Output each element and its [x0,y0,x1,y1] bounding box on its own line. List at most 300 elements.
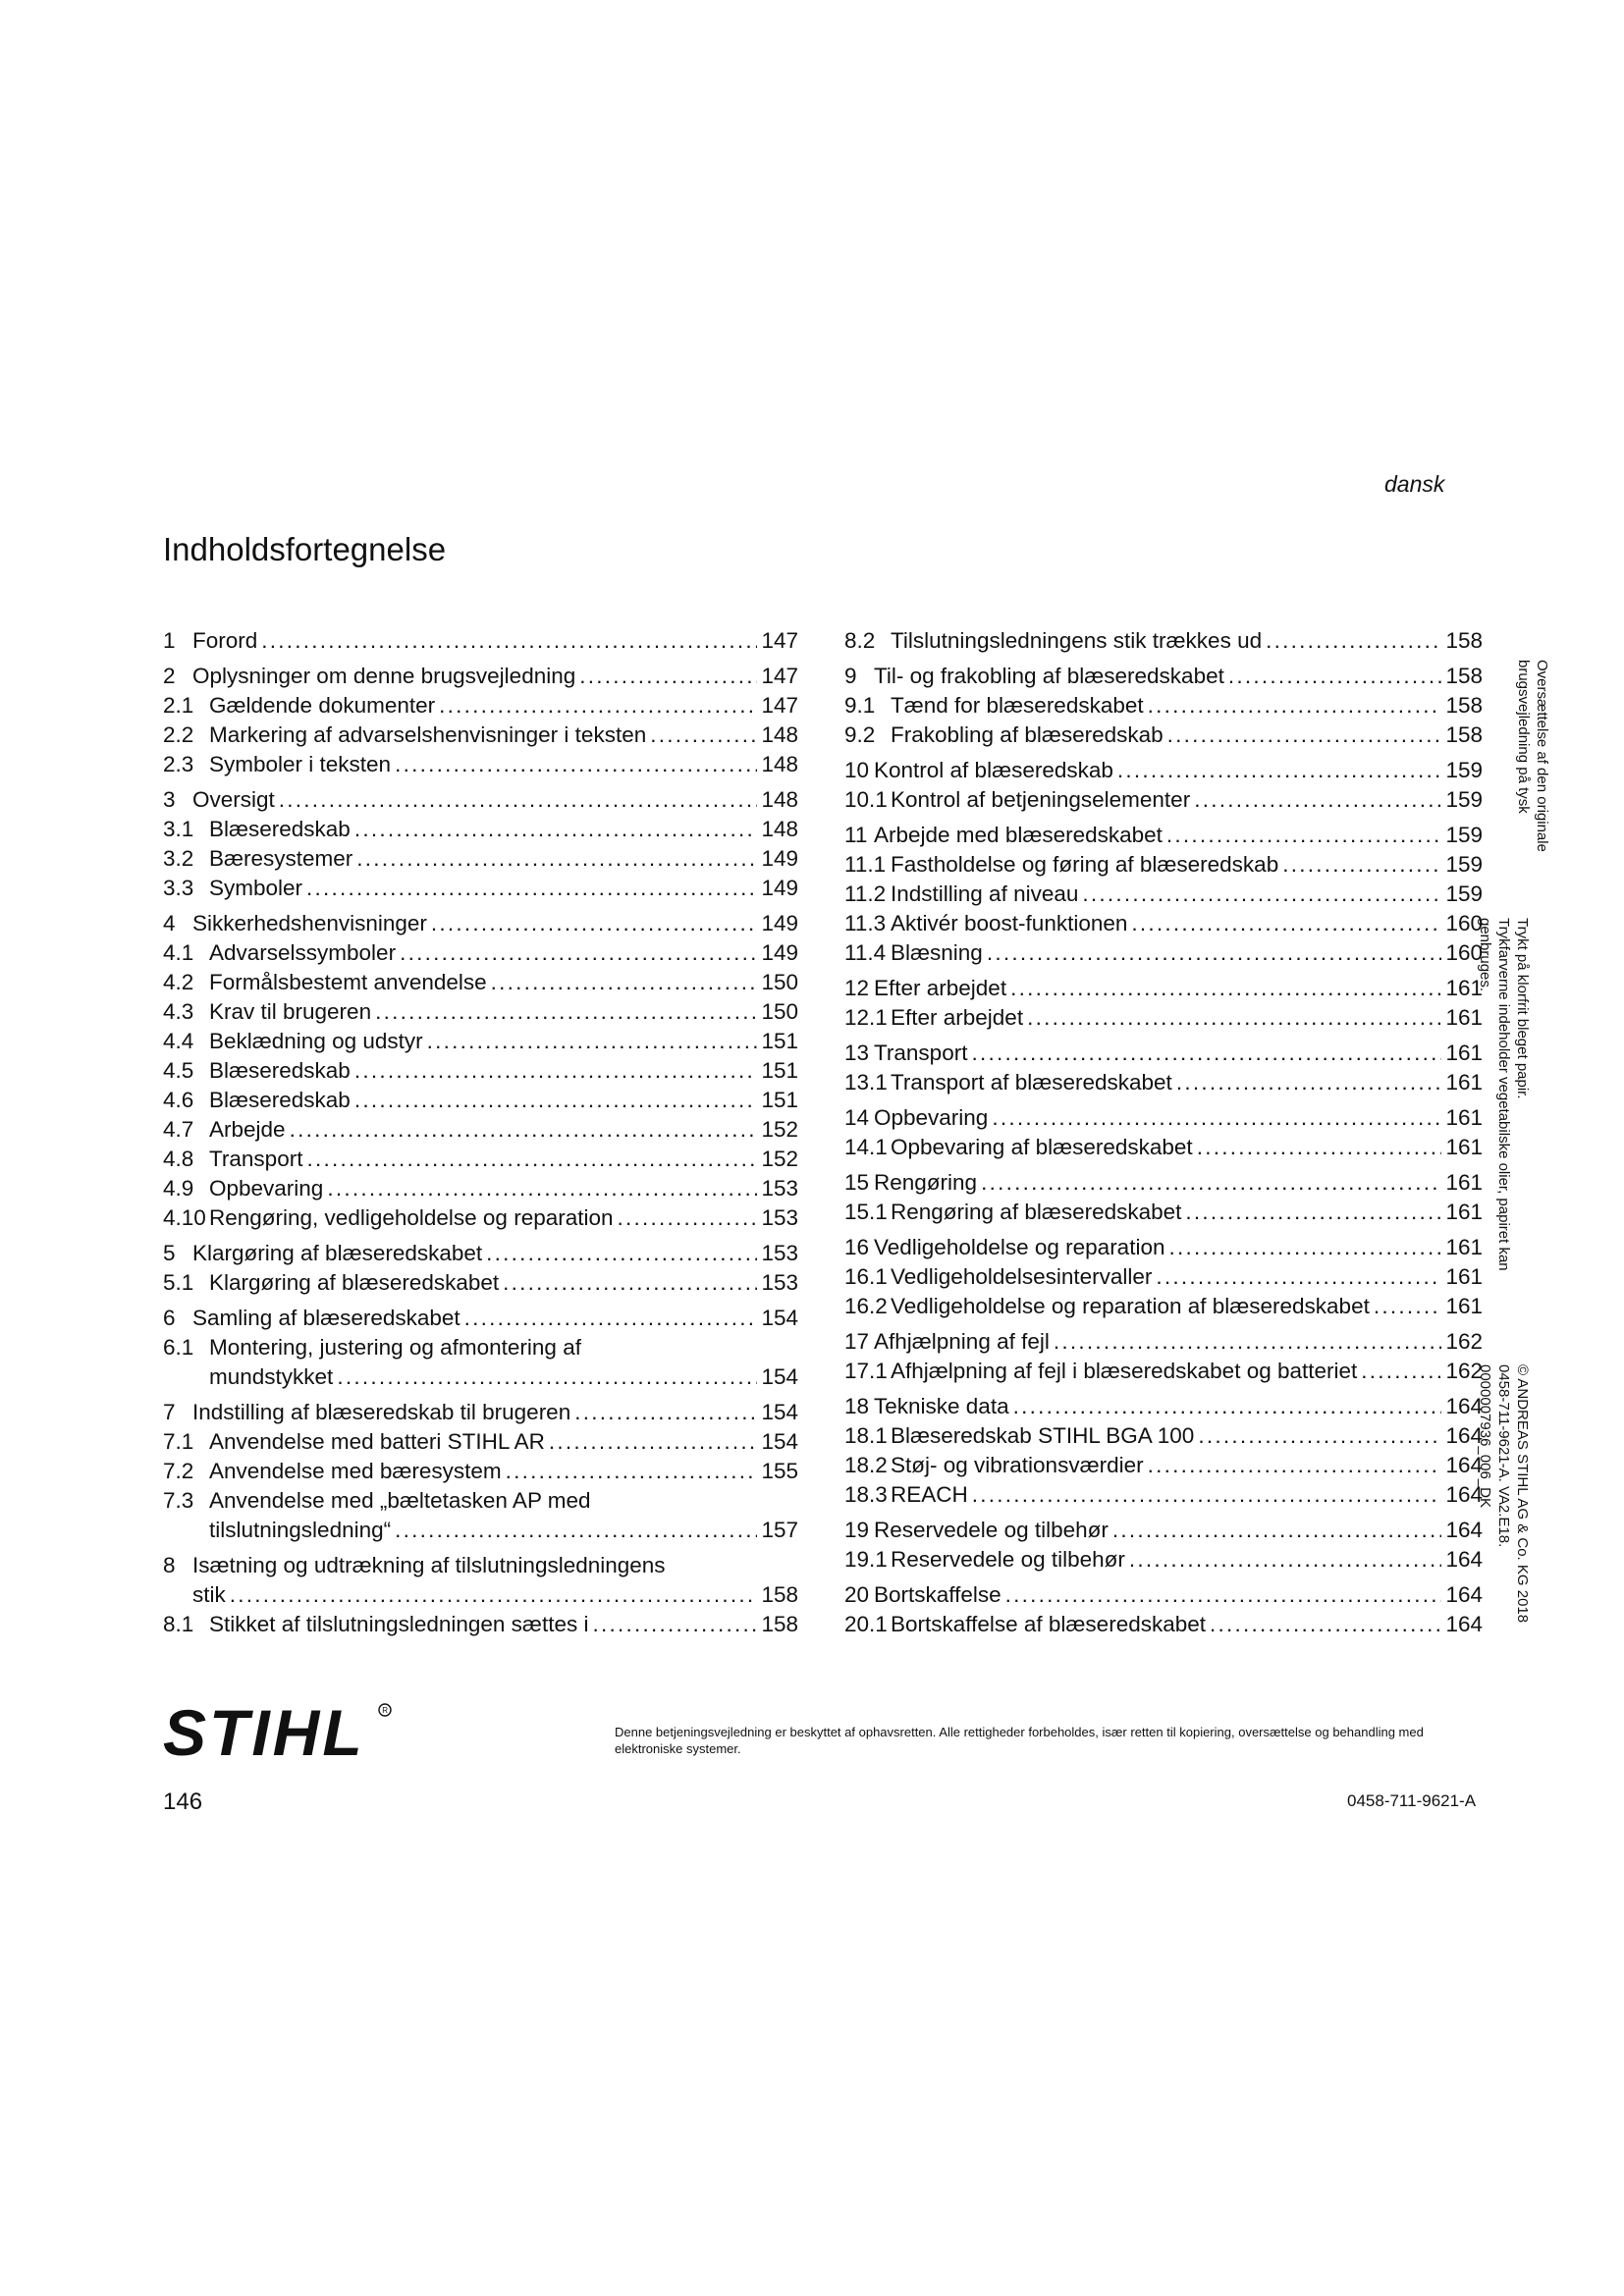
toc-entry-number: 3.3 [163,876,194,900]
toc-entry-number: 4.6 [163,1088,194,1112]
toc-entry-number: 19 [844,1518,870,1542]
toc-entry-title: Transport af blæseredskabet [891,1070,1172,1095]
toc-entry-title: Rengøring af blæseredskabet [891,1200,1182,1224]
toc-dot-leader [230,1580,758,1610]
toc-dot-leader [354,1056,758,1086]
toc-group [163,1551,798,1639]
page-number: 146 [163,1789,203,1815]
toc-section-entry[interactable] [844,1133,1483,1162]
toc-entry-title: Tilslutningsledningens stik trækkes ud [891,628,1263,653]
toc-dot-leader [1166,821,1442,850]
toc-chapter-entry[interactable] [844,1039,1483,1068]
toc-entry-title: Arbejde med blæseredskabet [874,823,1163,847]
toc-section-entry[interactable] [844,626,1483,656]
toc-section-entry[interactable] [163,1203,798,1233]
toc-entry-number: 4 [163,911,176,935]
toc-entry-page: 161 [1445,1005,1483,1030]
toc-dot-leader [261,626,757,656]
toc-chapter-entry[interactable] [163,626,798,656]
toc-dot-leader [981,1168,1441,1198]
toc-dot-leader [1156,1262,1441,1292]
toc-entry-page: 161 [1445,1041,1483,1065]
toc-group [844,1516,1483,1575]
toc-section-entry[interactable] [163,1145,798,1174]
toc-entry-page: 154 [761,1306,798,1330]
toc-section-entry[interactable] [163,750,798,779]
toc-entry-title: Transport [874,1041,968,1065]
toc-group [844,1168,1483,1227]
toc-entry-page: 159 [1445,881,1483,906]
toc-entry-title: Klargøring af blæseredskabet [192,1241,483,1265]
toc-dot-leader [1185,1198,1441,1227]
toc-chapter-entry[interactable] [163,1239,798,1268]
toc-entry-number: 5.1 [163,1270,194,1295]
toc-entry-number: 16.2 [844,1294,888,1318]
toc-entry-page: 149 [761,876,798,900]
toc-entry-number: 18.1 [844,1423,888,1448]
toc-section-entry[interactable] [844,1198,1483,1227]
toc-entry-number: 10.1 [844,787,888,812]
toc-chapter-entry[interactable] [844,974,1483,1003]
toc-column-right [844,626,1483,1645]
toc-group [844,662,1483,750]
language-label: dansk [1384,471,1445,497]
toc-entry-number: 8.1 [163,1612,194,1636]
toc-entry-title: Støj- og vibrationsværdier [891,1453,1144,1477]
toc-section-entry[interactable] [844,1545,1483,1575]
toc-group [844,1327,1483,1386]
copyright-note [1476,1364,1532,1623]
toc-entry-title: Blæseredskab [209,1088,351,1112]
toc-entry-number: 15.1 [844,1200,888,1224]
toc-entry-number: 9.1 [844,693,876,718]
toc-entry-page: 150 [761,999,798,1024]
toc-entry-page: 147 [761,664,798,688]
toc-entry-title: Montering, justering og afmontering af [209,1335,581,1360]
toc-section-entry[interactable] [844,1421,1483,1451]
toc-entry-title: Isætning og udtrækning af tilslutningsledningens [192,1553,666,1577]
toc-entry-page: 160 [1445,911,1483,935]
stihl-logo-text: STIHL [163,1698,365,1767]
toc-entry-number: 3.1 [163,817,194,841]
toc-entry-number: 4.4 [163,1029,194,1053]
toc-section-entry[interactable] [163,1056,798,1086]
toc-entry-number: 4.1 [163,940,194,965]
toc-entry-number: 11.2 [844,881,887,906]
toc-dot-leader [1010,974,1441,1003]
toc-entry-continuation[interactable] [163,1362,798,1392]
toc-entry-title: Tekniske data [874,1394,1009,1418]
toc-entry-page: 161 [1445,1170,1483,1195]
toc-section-entry[interactable] [844,909,1483,938]
toc-group [844,974,1483,1033]
toc-entry-page: 164 [1445,1482,1483,1507]
toc-entry-number: 6.1 [163,1335,194,1360]
toc-entry-page: 161 [1445,1200,1483,1224]
toc-column-left [163,626,798,1645]
toc-entry-page: 161 [1445,1235,1483,1259]
toc-dot-leader [650,721,757,750]
toc-entry-number: 8 [163,1553,176,1577]
toc-entry-title: Anvendelse med „bæltetasken AP med [209,1488,591,1513]
toc-entry-title: Klargøring af blæseredskabet [209,1270,500,1295]
toc-entry-number: 13 [844,1041,870,1065]
toc-entry-page: 158 [1445,664,1483,688]
toc-entry-number: 18.3 [844,1482,888,1507]
toc-entry-number: 18.2 [844,1453,888,1477]
toc-entry-title: Advarselssymboler [209,940,397,965]
toc-entry-number: 5 [163,1241,176,1265]
copyright-note-line: © ANDREAS STIHL AG & Co. KG 2018 [1514,1364,1531,1624]
toc-entry-title: Forord [192,628,258,653]
toc-group [163,1398,798,1545]
toc-entry-title: Anvendelse med batteri STIHL AR [209,1429,545,1454]
toc-entry-number: 1 [163,628,176,653]
toc-entry-title: Fastholdelse og føring af blæseredskab [891,852,1279,877]
toc-entry-title: Stikket af tilslutningsledningen sættes i [209,1612,589,1636]
toc-chapter-entry[interactable] [163,1398,798,1427]
toc-entry-title: Kontrol af betjeningselementer [891,787,1191,812]
toc-entry-number: 4.10 [163,1205,206,1230]
toc-entry-page: 148 [761,752,798,776]
toc-entry-title: Anvendelse med bæresystem [209,1459,502,1483]
toc-group [844,1580,1483,1639]
toc-section-entry[interactable] [844,785,1483,815]
toc-entry-number: 4.7 [163,1117,194,1142]
toc-entry-page: 148 [761,722,798,747]
toc-entry-title: Efter arbejdet [874,976,1007,1000]
toc-entry-title: Opbevaring af blæseredskabet [891,1135,1193,1159]
toc-dot-leader [400,938,757,968]
toc-dot-leader [549,1427,758,1457]
toc-chapter-entry[interactable] [163,1551,798,1580]
toc-entry-page: 160 [1445,940,1483,965]
toc-entry-number: 3.2 [163,846,194,871]
toc-group [844,1233,1483,1321]
toc-section-entry[interactable] [844,850,1483,880]
toc-entry-page: 159 [1445,852,1483,877]
toc-entry-number: 9.2 [844,722,876,747]
toc-entry-title: Afhjælpning af fejl [874,1329,1050,1354]
toc-dot-leader [1082,880,1441,909]
toc-entry-page: 152 [761,1117,798,1142]
toc-dot-leader [1168,1233,1441,1262]
copyright-note-line: 0458-711-9621-A. VA2.E18. [1495,1364,1512,1548]
toc-group [163,1239,798,1298]
toc-entry-title: Oversigt [192,787,275,812]
toc-chapter-entry[interactable] [163,909,798,938]
toc-entry-title-continued: mundstykket [209,1364,334,1389]
toc-dot-leader [1005,1580,1442,1610]
toc-entry-page: 164 [1445,1518,1483,1542]
toc-dot-leader [506,1457,758,1486]
toc-entry-number: 16.1 [844,1264,888,1289]
toc-entry-number: 4.8 [163,1147,194,1171]
toc-chapter-entry[interactable] [844,1103,1483,1133]
toc-chapter-entry[interactable] [844,662,1483,691]
paper-note-line: genbruges. [1477,918,1493,992]
toc-entry-title: Rengøring [874,1170,978,1195]
toc-section-entry[interactable] [163,1174,798,1203]
toc-dot-leader [1197,1133,1442,1162]
toc-dot-leader [992,1103,1441,1133]
toc-entry-page: 154 [761,1429,798,1454]
toc-dot-leader [464,1304,758,1333]
document-number: 0458-711-9621-A [1347,1791,1477,1810]
toc-entry-title: Gældende dokumenter [209,693,436,718]
toc-entry-title: Blæsning [891,940,983,965]
toc-chapter-entry[interactable] [844,821,1483,850]
toc-section-entry[interactable] [163,874,798,903]
toc-entry-page: 151 [761,1029,798,1053]
toc-entry-title: Sikkerhedshenvisninger [192,911,427,935]
toc-chapter-entry[interactable] [163,785,798,815]
toc-section-entry[interactable] [844,1451,1483,1480]
toc-dot-leader [306,874,757,903]
toc-group [163,626,798,656]
toc-entry-number: 4.2 [163,970,194,994]
toc-entry-number: 7.1 [163,1429,194,1454]
toc-section-entry[interactable] [163,691,798,721]
toc-entry-page: 153 [761,1176,798,1201]
toc-dot-leader [1112,1516,1442,1545]
toc-section-entry[interactable] [163,1086,798,1115]
toc-section-entry[interactable] [844,1068,1483,1097]
toc-entry-number: 7 [163,1400,176,1424]
toc-dot-leader [306,1145,757,1174]
toc-entry-page: 154 [761,1400,798,1424]
copyright-note-line: 0000007936_006_DK [1477,1364,1493,1508]
toc-entry-number: 17 [844,1329,870,1354]
toc-entry-title: Oplysninger om denne brugsvejledning [192,664,576,688]
toc-dot-leader [395,750,757,779]
toc-entry-page: 164 [1445,1547,1483,1572]
toc-entry-number: 4.9 [163,1176,194,1201]
toc-chapter-entry[interactable] [844,1392,1483,1421]
toc-dot-leader [427,1027,758,1056]
toc-section-entry[interactable] [163,1610,798,1639]
toc-section-entry[interactable] [844,721,1483,750]
toc-entry-number: 18 [844,1394,870,1418]
toc-entry-page: 164 [1445,1582,1483,1607]
toc-section-entry[interactable] [163,997,798,1027]
toc-dot-leader [987,938,1442,968]
toc-entry-number: 2 [163,664,176,688]
toc-entry-page: 159 [1445,758,1483,782]
toc-entry-page: 152 [761,1147,798,1171]
toc-group [844,1103,1483,1162]
toc-entry-title: Blæseredskab STIHL BGA 100 [891,1423,1195,1448]
toc-entry-title: Markering af advarselshenvisninger i teksten [209,722,647,747]
toc-entry-number: 20 [844,1582,870,1607]
toc-dot-leader [439,691,757,721]
toc-section-entry[interactable] [163,1333,798,1362]
toc-dot-leader [1148,691,1442,721]
toc-dot-leader [1198,1421,1441,1451]
toc-section-entry[interactable] [844,1480,1483,1510]
toc-chapter-entry[interactable] [163,1304,798,1333]
toc-group [844,1039,1483,1097]
toc-entry-page: 158 [761,1612,798,1636]
toc-entry-title: Vedligeholdelse og reparation [874,1235,1165,1259]
toc-chapter-entry[interactable] [163,662,798,691]
toc-dot-leader [1282,850,1441,880]
toc-section-entry[interactable] [163,815,798,844]
toc-entry-page: 161 [1445,1294,1483,1318]
toc-dot-leader [395,1516,757,1545]
toc-entry-page: 161 [1445,976,1483,1000]
toc-group [163,909,798,1233]
toc-section-entry[interactable] [844,1262,1483,1292]
toc-entry-page: 147 [761,628,798,653]
toc-entry-number: 20.1 [844,1612,888,1636]
toc-entry-page: 158 [761,1582,798,1607]
toc-section-entry[interactable] [844,691,1483,721]
toc-dot-leader [1054,1327,1442,1357]
toc-entry-number: 9 [844,664,857,688]
toc-section-entry[interactable] [163,1486,798,1516]
toc-entry-title: Frakobling af blæseredskab [891,722,1164,747]
toc-dot-leader [279,785,758,815]
toc-entry-title: Samling af blæseredskabet [192,1306,460,1330]
toc-dot-leader [503,1268,757,1298]
toc-section-entry[interactable] [844,1610,1483,1639]
toc-entry-title: Kontrol af blæseredskab [874,758,1113,782]
toc-dot-leader [337,1362,757,1392]
toc-section-entry[interactable] [163,1268,798,1298]
toc-entry-page: 149 [761,911,798,935]
toc-entry-number: 10 [844,758,870,782]
toc-section-entry[interactable] [844,938,1483,968]
toc-entry-title: Krav til brugeren [209,999,372,1024]
toc-entry-title: Vedligeholdelse og reparation af blæseredskabet [891,1294,1370,1318]
toc-entry-title: Indstilling af niveau [891,881,1079,906]
toc-entry-number: 13.1 [844,1070,888,1095]
toc-section-entry[interactable] [163,1027,798,1056]
toc-entry-page: 151 [761,1058,798,1083]
toc-entry-page: 164 [1445,1394,1483,1418]
toc-dot-leader [1129,1545,1442,1575]
toc-chapter-entry[interactable] [844,1168,1483,1198]
toc-dot-leader [1013,1392,1442,1421]
toc-group [163,662,798,779]
toc-entry-page: 148 [761,787,798,812]
paper-note-line: Trykfarverne indeholder vegetabilske olier, papiret kan [1495,918,1512,1271]
stihl-logo [163,1698,399,1767]
toc-section-entry[interactable] [163,968,798,997]
toc-entry-title: Aktivér boost-funktionen [891,911,1128,935]
toc-entry-number: 11.1 [844,852,887,877]
toc-dot-leader [574,1398,757,1427]
toc-section-entry[interactable] [163,1427,798,1457]
toc-dot-leader [1210,1610,1441,1639]
toc-entry-number: 4.3 [163,999,194,1024]
toc-group [844,821,1483,968]
toc-dot-leader [431,909,758,938]
toc-section-entry[interactable] [163,938,798,968]
toc-entry-number: 11 [844,823,868,847]
toc-section-entry[interactable] [163,1115,798,1145]
toc-entry-number: 2.1 [163,693,194,718]
toc-entry-page: 154 [761,1364,798,1389]
toc-entry-page: 161 [1445,1264,1483,1289]
toc-entry-title: Afhjælpning af fejl i blæseredskabet og batteriet [891,1359,1358,1383]
toc-entry-page: 153 [761,1241,798,1265]
toc-section-entry[interactable] [163,844,798,874]
translation-note [1514,660,1551,852]
toc-entry-title: Blæseredskab [209,817,351,841]
toc-entry-number: 11.4 [844,940,887,965]
copyright-notice: Denne betjeningsvejledning er beskyttet af ophavsretten. Alle rettigheder forbeholdes, især retten til kopiering, oversættelse og behandling med elektroniske systemer. [615,1725,1424,1756]
toc-group [163,785,798,903]
toc-chapter-entry[interactable] [844,756,1483,785]
toc-entry-title: Symboler [209,876,303,900]
toc-section-entry[interactable] [163,1457,798,1486]
toc-dot-leader [579,662,757,691]
toc-section-entry[interactable] [844,1003,1483,1033]
toc-dot-leader [592,1610,757,1639]
toc-chapter-entry[interactable] [844,1233,1483,1262]
toc-entry-page: 161 [1445,1135,1483,1159]
toc-entry-title: Efter arbejdet [891,1005,1024,1030]
toc-entry-number: 16 [844,1235,870,1259]
toc-entry-page: 164 [1445,1423,1483,1448]
toc-entry-page: 148 [761,817,798,841]
toc-entry-number: 8.2 [844,628,876,653]
toc-section-entry[interactable] [163,721,798,750]
toc-entry-number: 17.1 [844,1359,888,1383]
toc-group [844,626,1483,656]
toc-chapter-entry[interactable] [844,1327,1483,1357]
toc-entry-number: 14 [844,1105,870,1130]
translation-note-line: brugsvejledning på tysk [1515,660,1532,814]
toc-chapter-entry[interactable] [844,1580,1483,1610]
toc-entry-continuation[interactable] [163,1580,798,1610]
toc-dot-leader [1374,1292,1442,1321]
translation-note-line: Oversættelse af den originale [1534,660,1550,852]
toc-entry-title: Rengøring, vedligeholdelse og reparation [209,1205,614,1230]
toc-entry-page: 162 [1445,1359,1483,1383]
toc-entry-number: 11.3 [844,911,887,935]
toc-dot-leader [1027,1003,1441,1033]
toc-entry-page: 153 [761,1270,798,1295]
toc-entry-continuation[interactable] [163,1516,798,1545]
toc-entry-page: 147 [761,693,798,718]
toc-entry-title: Opbevaring [209,1176,324,1201]
toc-entry-title: Beklædning og udstyr [209,1029,423,1053]
toc-entry-title: Til- og frakobling af blæseredskabet [874,664,1224,688]
toc-section-entry[interactable] [844,1357,1483,1386]
paper-note [1476,918,1532,1271]
toc-chapter-entry[interactable] [844,1516,1483,1545]
toc-entry-title: Indstilling af blæseredskab til brugeren [192,1400,571,1424]
svg-text:R: R [382,1706,389,1716]
toc-section-entry[interactable] [844,1292,1483,1321]
toc-dot-leader [491,968,758,997]
toc-entry-page: 161 [1445,1105,1483,1130]
toc-section-entry[interactable] [844,880,1483,909]
toc-dot-leader [327,1174,757,1203]
toc-entry-page: 161 [1445,1070,1483,1095]
toc-entry-title-continued: stik [192,1582,226,1607]
toc-entry-number: 6 [163,1306,176,1330]
toc-entry-number: 2.2 [163,722,194,747]
toc-dot-leader [375,997,757,1027]
toc-entry-number: 7.3 [163,1488,194,1513]
toc-entry-number: 14.1 [844,1135,888,1159]
toc-dot-leader [1361,1357,1441,1386]
toc-entry-page: 153 [761,1205,798,1230]
